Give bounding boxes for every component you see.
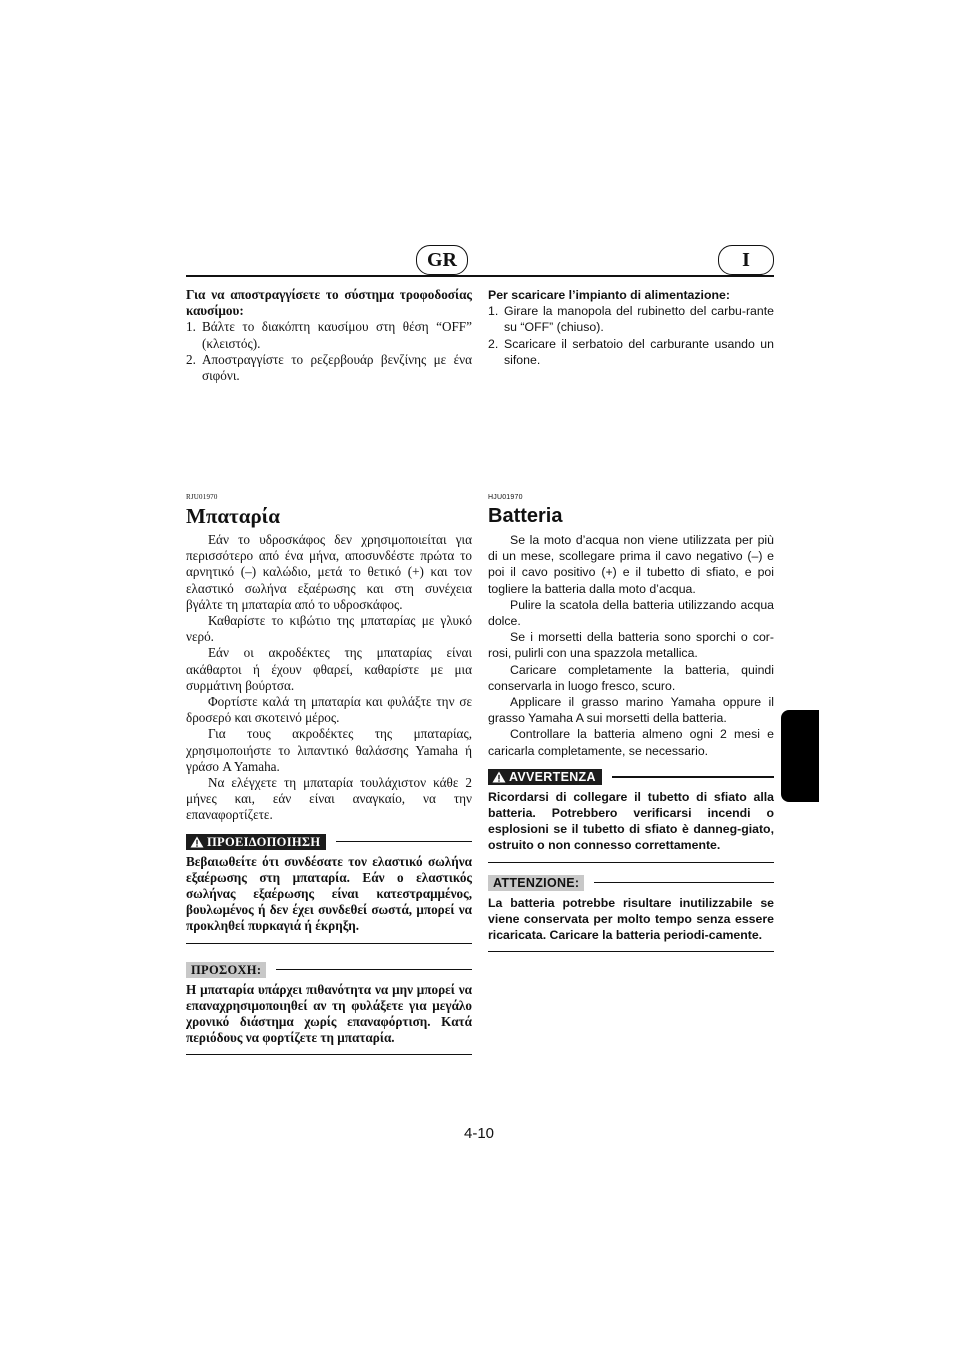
language-badge-gr: GR [416,245,468,275]
italian-warning-label [488,769,602,785]
greek-column [186,287,472,384]
italian-battery-section [488,493,774,952]
italian-column [488,287,774,368]
italian-caution-header [488,875,774,891]
greek-step-2-text: Αποστραγγίστε το ρεζερβουάρ βενζίνης με ένα σιφόνι. [202,351,472,384]
italian-warning-text: Ricordarsi di collegare il tubetto di sfiato alla batteria. Potrebbero verificarsi incendi o esplosioni se il tubetto di sfiato è danneg-giato, ostruito o non connesso correttamente. [488,789,774,863]
greek-paragraph-1: Εάν το υδροσκάφος δεν χρησιμοποιείται για περισσότερο από ένα μήνα, αποσυνδέστε πρώτα το αρνητικό (–) καλώδιο, μετά το θετικό (+) και τον ελαστικό σωλήνα εξαέρωσης και στη συνέχεια βγάλτε τη μπαταρία από το υδροσκάφος. [186,532,472,612]
italian-caution-label: ATTENZIONE: [488,875,584,891]
greek-section-code: RJU01970 [186,493,218,501]
greek-paragraph-5: Για τους ακροδέκτες της μπαταρίας, χρησιμοποιήστε το λιπαντικό θαλάσσης Yamaha ή γράσο A Yamaha. [186,726,472,774]
greek-steps [186,319,472,384]
italian-intro-title: Per scaricare l’impianto di alimentazione: [488,288,730,302]
greek-paragraph-2: Καθαρίστε το κιβώτιο της μπαταρίας με γλυκό νερό. [186,613,472,645]
header-rule [186,275,774,277]
page-number: 4-10 [464,1125,495,1142]
italian-step-2: 2. Scaricare il serbatoio del carburante usando un sifone. [488,336,774,367]
italian-section-code: HJU01970 [488,494,523,501]
greek-paragraph-6: Να ελέγχετε τη μπαταρία τουλάχιστον κάθε 2 μήνες και, εάν είναι αναγκαίο, να την επαναφορτίζετε. [186,775,472,823]
greek-step-1: 1. Βάλτε το διακόπτη καυσίμου στη θέση “OFF” (κλειστός). [186,319,472,351]
greek-step-2: 2. Αποστραγγίστε το ρεζερβουάρ βενζίνης με ένα σιφόνι. [186,351,472,384]
greek-warning-label-text: ΠΡΟΕΙΔΟΠΟΙΗΣΗ [207,834,321,849]
italian-step-1: 1. Girare la manopola del rubinetto del carbu-rante su “OFF” (chiuso). [488,304,774,335]
greek-paragraph-3: Εάν οι ακροδέκτες της μπαταρίας είναι ακάθαρτοι ή έχουν φθαρεί, καθαρίστε με μια συρμάτινη βούρτσα. [186,645,472,693]
greek-intro-title: Για να αποστραγγίσετε το σύστημα τροφοδοσίας καυσίμου: [186,287,472,319]
greek-caution-header [186,962,472,978]
italian-paragraph-6: Controllare la batteria almeno ogni 2 mesi e caricarla completamente, se necessario. [488,727,774,758]
greek-caution-text: Η μπαταρία υπάρχει πιθανότητα να μην μπορεί να επαναχρησιμοποιηθεί αν τη φυλάξετε για μεγάλο χρονικό διάστημα χωρίς επαναφόρτιση. Κατά περιόδους να φορτίζετε τη μπαταρία. [186,982,472,1056]
greek-caution-rule [276,969,472,971]
italian-step-1-text: Girare la manopola del rubinetto del carbu-rante su “OFF” (chiuso). [504,304,774,335]
italian-caution-rule [594,882,774,884]
italian-caution-text: La batteria potrebbe risultare inutilizzabile se viene conservata per molto tempo senza essere ricaricata. Caricare la batteria periodi-camente. [488,895,774,953]
italian-paragraph-5: Applicare il grasso marino Yamaha oppure il grasso Yamaha A sui morsetti della batteria. [488,695,774,726]
italian-paragraph-3: Se i morsetti della batteria sono sporchi o cor-rosi, pulirli con una spazzola metallica. [488,630,774,661]
greek-step-1-text: Βάλτε το διακόπτη καυσίμου στη θέση “OFF” (κλειστός). [202,319,472,351]
greek-warning-header [186,834,472,850]
italian-step-2-text: Scaricare il serbatoio del carburante usando un sifone. [504,336,774,367]
italian-section-title: Batteria [488,505,563,527]
italian-warning-header [488,769,774,785]
greek-section-title: Μπαταρία [186,504,280,528]
italian-paragraph-2: Pulire la scatola della batteria utilizzando acqua dolce. [488,597,774,629]
italian-warning-label-text: AVVERTENZA [509,769,596,784]
italian-paragraph-4: Caricare completamente la batteria, quindi conservarla in luogo fresco, scuro. [488,662,774,693]
warning-triangle-icon [492,771,506,783]
warning-triangle-icon [190,836,204,848]
greek-warning-label [186,834,326,850]
italian-warning-rule [612,776,774,778]
italian-steps [488,303,774,368]
greek-battery-section [186,493,472,1055]
language-badge-i: I [718,245,774,275]
greek-paragraph-4: Φορτίστε καλά τη μπαταρία και φυλάξτε την σε δροσερό και σκοτεινό μέρος. [186,694,472,726]
greek-warning-text: Βεβαιωθείτε ότι συνδέσατε τον ελαστικό σωλήνα εξαέρωσης στη μπαταρία. Εάν ο ελαστικός σωλήνας εξαέρωσης είναι κατεστραμμένος, βουλωμένος ή δεν έχει συνδεθεί σωστά, μπορεί να προκληθεί πυρκαγιά ή έκρηξη. [186,854,472,944]
chapter-tab [781,710,819,802]
greek-caution-label: ΠΡΟΣΟΧΗ: [186,962,266,978]
greek-warning-rule [336,841,472,843]
italian-paragraph-1: Se la moto d’acqua non viene utilizzata per più di un mese, scollegare prima il cavo negativo (–) e poi il cavo positivo (+) e il tubetto di sfiato, e poi togliere la batteria dalla moto d’acqua. [488,533,774,596]
